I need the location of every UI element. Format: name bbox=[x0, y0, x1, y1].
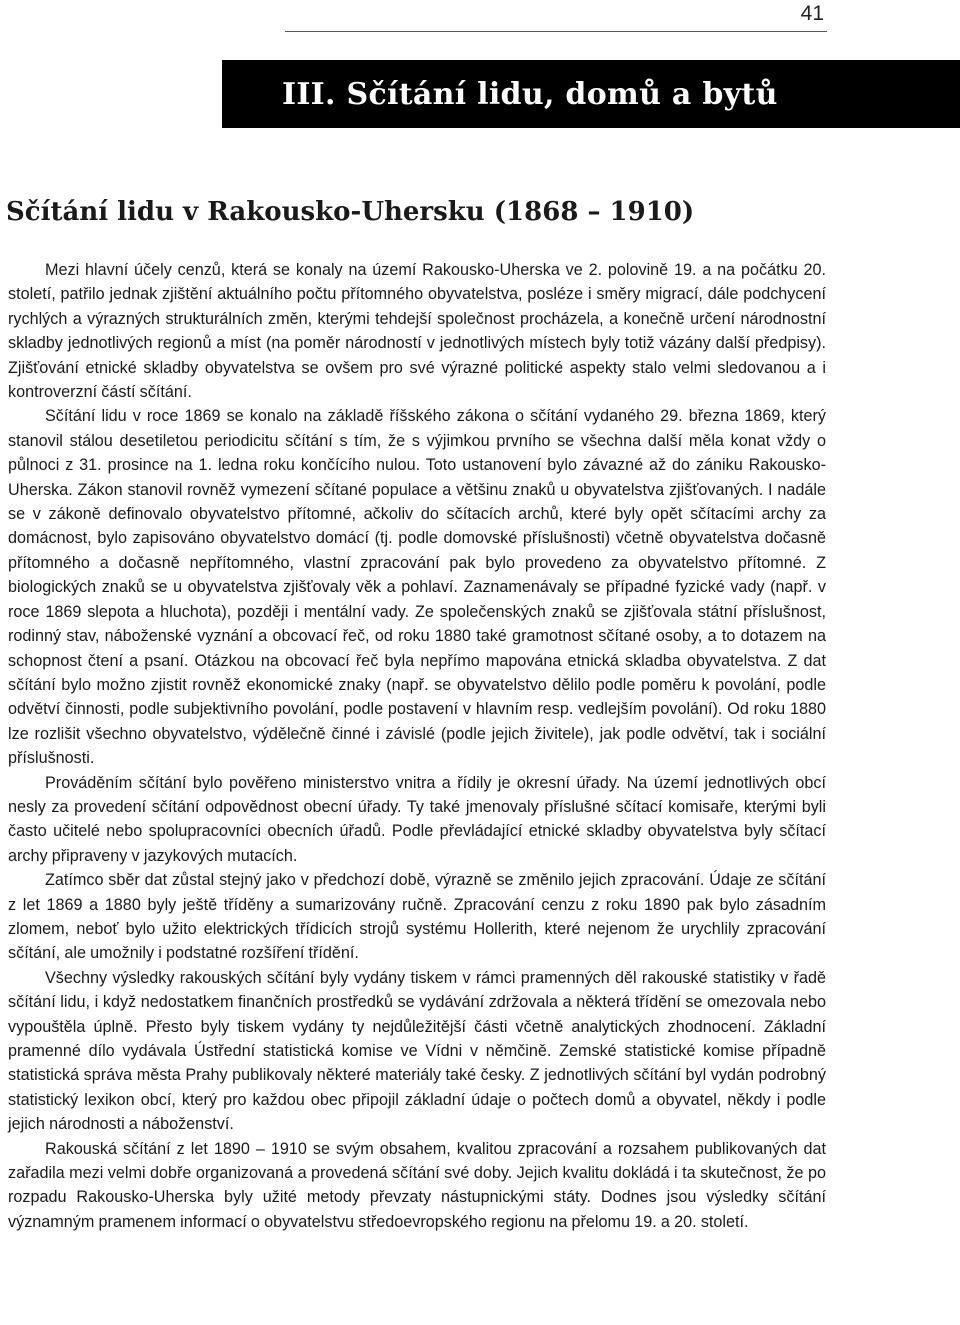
paragraph: Sčítání lidu v roce 1869 se konalo na základě říšského zákona o sčítání vydaného 29. března 1869, který stanovil stálou desetiletou periodicitu sčítání s tím, že s výjimkou prvního se všechna další měla konat vždy o půlnoci z 31. prosince na 1. ledna roku končícího nulou. Toto ustanovení bylo závazné až do zániku Rakousko-Uherska. Zákon stanovil rovněž vymezení sčítané populace a většinu znaků u obyvatelstva zjišťovaných. I nadále se v zákoně definovalo obyvatelstvo přítomné, ačkoliv do sčítacích archů, které byly opět sčítacími archy za domácnost, bylo zapisováno obyvatelstvo domácí (tj. podle domovské příslušnosti) včetně obyvatelstva dočasně přítomného a dočasně nepřítomného, vlastní zpracování pak bylo provedeno za obyvatelstvo přítomné. Z biologických znaků se u obyvatelstva zjišťovaly věk a pohlaví. Zaznamenávaly se případné fyzické vady (např. v roce 1869 slepota a hluchota), později i mentální vady. Ze společenských znaků se zjišťovala státní příslušnost, rodinný stav, náboženské vyznání a obcovací řeč, od roku 1880 také gramotnost sčítané osoby, a to dotazem na schopnost čtení a psaní. Otázkou na obcovací řeč byla nepřímo mapována etnická skladba obyvatelstva. Z dat sčítání bylo možno zjistit rovněž ekonomické znaky (např. se obyvatelstvo dělilo podle poměru k povolání, podle odvětví činnosti, podle subjektivního povolání, podle postavení v hlavním resp. vedlejším povolání). Od roku 1880 lze rozlišit všechno obyvatelstvo, výdělečně činné i závislé (podle jejich živitele), jak podle odvětví, tak i sociální příslušnosti. bbox=[8, 407, 826, 768]
paragraph: Zatímco sběr dat zůstal stejný jako v předchozí době, výrazně se změnilo jejich zpracování. Údaje ze sčítání z let 1869 a 1880 byly ještě tříděny a sumarizovány ručně. Zpracování cenzu z roku 1890 pak bylo zásadním zlomem, neboť bylo užito elektrických třídicích strojů systému Hollerith, které nejenom že urychlily zpracování sčítání, ale umožnily i podstatné rozšíření třídění. bbox=[8, 871, 826, 963]
header-rule bbox=[285, 31, 827, 32]
page-number: 41 bbox=[800, 2, 824, 25]
body-text bbox=[8, 258, 826, 1234]
paragraph: Mezi hlavní účely cenzů, která se konaly na území Rakousko-Uherska ve 2. polovině 19. a na počátku 20. století, patřilo jednak zjištění aktuálního počtu přítomného obyvatelstva, posléze i směry migrací, dále podchycení rychlých a výrazných strukturálních změn, kterými tehdejší společnost procházela, a konečně určení národnostní skladby jednotlivých regionů a míst (na poměr národností v jednotlivých místech byly totiž vázány další předpisy). Zjišťování etnické skladby obyvatelstva se ovšem pro své výrazné politické aspekty stalo velmi sledovanou a i kontroverzní částí sčítání. bbox=[8, 261, 826, 402]
paragraph: Rakouská sčítání z let 1890 – 1910 se svým obsahem, kvalitou zpracování a rozsahem publikovaných dat zařadila mezi velmi dobře organizovaná a provedená sčítání své doby. Jejich kvalitu dokládá i ta skutečnost, že po rozpadu Rakousko-Uherska byly užité metody převzaty nástupnickými státy. Dodnes jsou výsledky sčítání významným pramenem informací o obyvatelstvu středoevropského regionu na přelomu 19. a 20. století. bbox=[8, 1139, 826, 1231]
paragraph: Všechny výsledky rakouských sčítání byly vydány tiskem v rámci pramenných děl rakouské statistiky v řadě sčítání lidu, i když nedostatkem finančních prostředků se vydávání zdržovala a některá třídění se omezovala nebo vypouštěla úplně. Přesto byly tiskem vydány ty nejdůležitější části včetně analytických zhodnocení. Základní pramenné dílo vydávala Ústřední statistická komise ve Vídni v němčině. Zemské statistické komise případně statistická správa města Prahy publikovaly některé materiály také česky. Z jednotlivých sčítání byl vydán podrobný statistický lexikon obcí, který pro každou obec připojil základní údaje o počtech domů a obyvatel, někdy i podle jejich národnosti a náboženství. bbox=[8, 968, 826, 1134]
paragraph: Prováděním sčítání bylo pověřeno ministerstvo vnitra a řídily je okresní úřady. Na území jednotlivých obcí nesly za provedení sčítání odpovědnost obecní úřady. Ty také jmenovaly příslušné sčítací komisaře, kterými byli často učitelé nebo spolupracovníci obecních úřadů. Podle převládající etnické skladby obyvatelstva byly sčítací archy připraveny v jazykových mutacích. bbox=[8, 773, 826, 865]
chapter-title: III. Sčítání lidu, domů a bytů bbox=[282, 76, 778, 112]
section-heading: Sčítání lidu v Rakousko-Uhersku (1868 – 1910) bbox=[6, 197, 695, 227]
chapter-band bbox=[222, 60, 960, 128]
